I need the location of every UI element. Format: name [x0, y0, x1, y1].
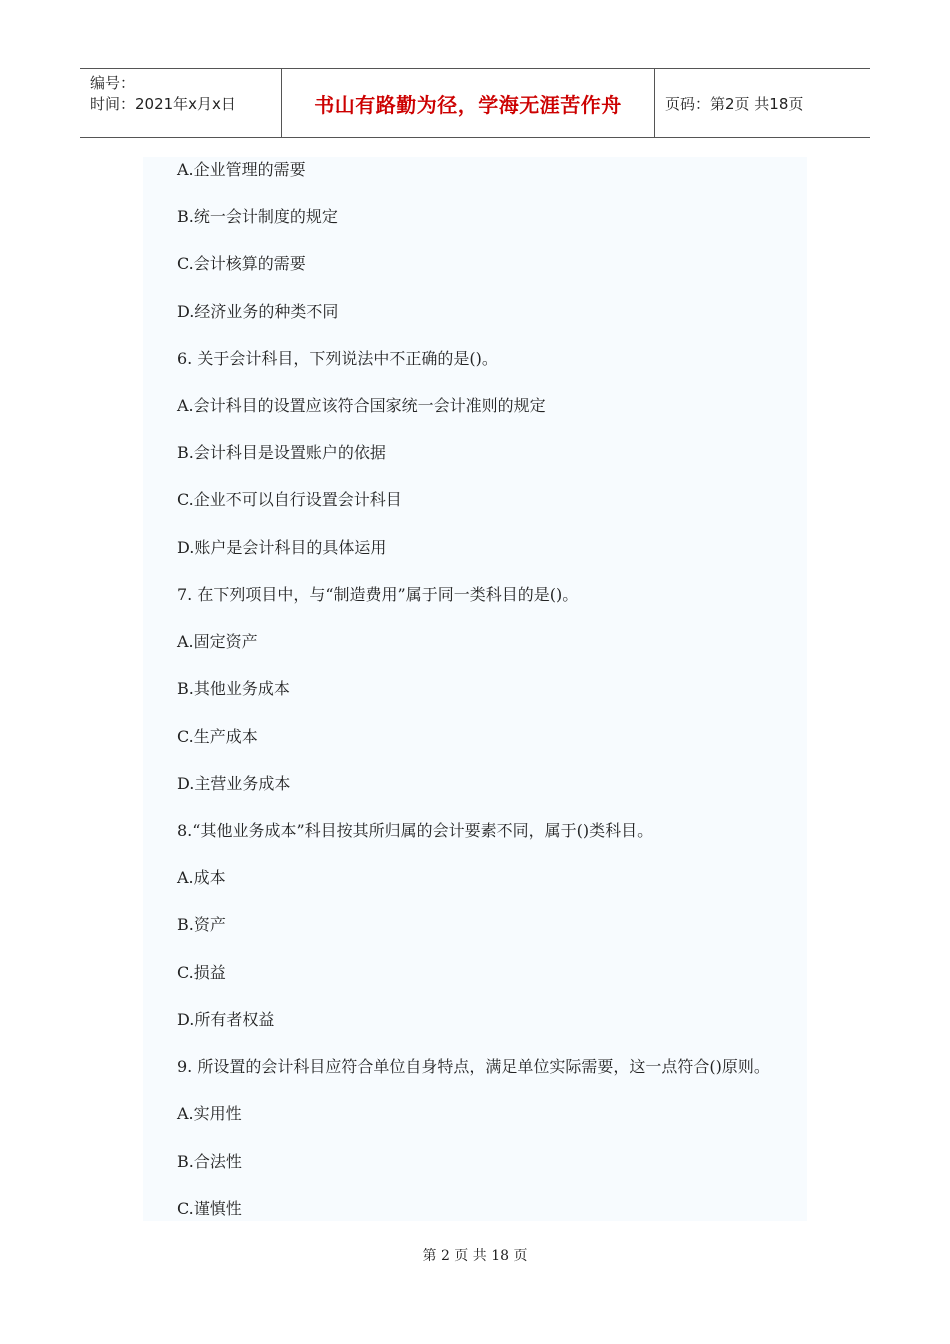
question-line: C.生产成本 — [177, 727, 258, 746]
number-label: 编号： — [90, 74, 136, 92]
question-line: B.统一会计制度的规定 — [177, 207, 338, 226]
question-line: A.固定资产 — [177, 632, 258, 651]
question-line: A.企业管理的需要 — [177, 160, 306, 179]
question-line: D.所有者权益 — [177, 1010, 275, 1029]
question-line: D.账户是会计科目的具体运用 — [177, 538, 387, 557]
time-label: 时间：2021年x月x日 — [90, 95, 236, 113]
question-line: C.损益 — [177, 963, 226, 982]
question-line: D.经济业务的种类不同 — [177, 302, 339, 321]
question-line: 7. 在下列项目中，与“制造费用”属于同一类科目的是()。 — [177, 585, 579, 604]
question-line: B.其他业务成本 — [177, 679, 290, 698]
page-header — [80, 68, 870, 138]
question-line: C.谨慎性 — [177, 1199, 242, 1218]
question-line: D.主营业务成本 — [177, 774, 291, 793]
question-line: 8.“其他业务成本”科目按其所归属的会计要素不同，属于()类科目。 — [177, 821, 654, 840]
header-page-label: 页码：第2页 共18页 — [665, 94, 804, 113]
question-line: A.会计科目的设置应该符合国家统一会计准则的规定 — [177, 396, 546, 415]
question-content — [143, 157, 807, 1221]
question-line: A.成本 — [177, 868, 226, 887]
header-motto: 书山有路勤为径，学海无涯苦作舟 — [282, 69, 655, 137]
question-line: B.会计科目是设置账户的依据 — [177, 443, 386, 462]
question-line: B.资产 — [177, 915, 226, 934]
page-footer: 第 2 页 共 18 页 — [422, 1248, 528, 1264]
question-line: B.合法性 — [177, 1152, 242, 1171]
question-line: C.会计核算的需要 — [177, 254, 306, 273]
question-line: 9. 所设置的会计科目应符合单位自身特点，满足单位实际需要，这一点符合()原则。 — [177, 1057, 770, 1076]
question-line: A.实用性 — [177, 1104, 242, 1123]
question-line: 6. 关于会计科目，下列说法中不正确的是()。 — [177, 349, 498, 368]
question-line: C.企业不可以自行设置会计科目 — [177, 490, 402, 509]
header-meta — [80, 69, 282, 137]
